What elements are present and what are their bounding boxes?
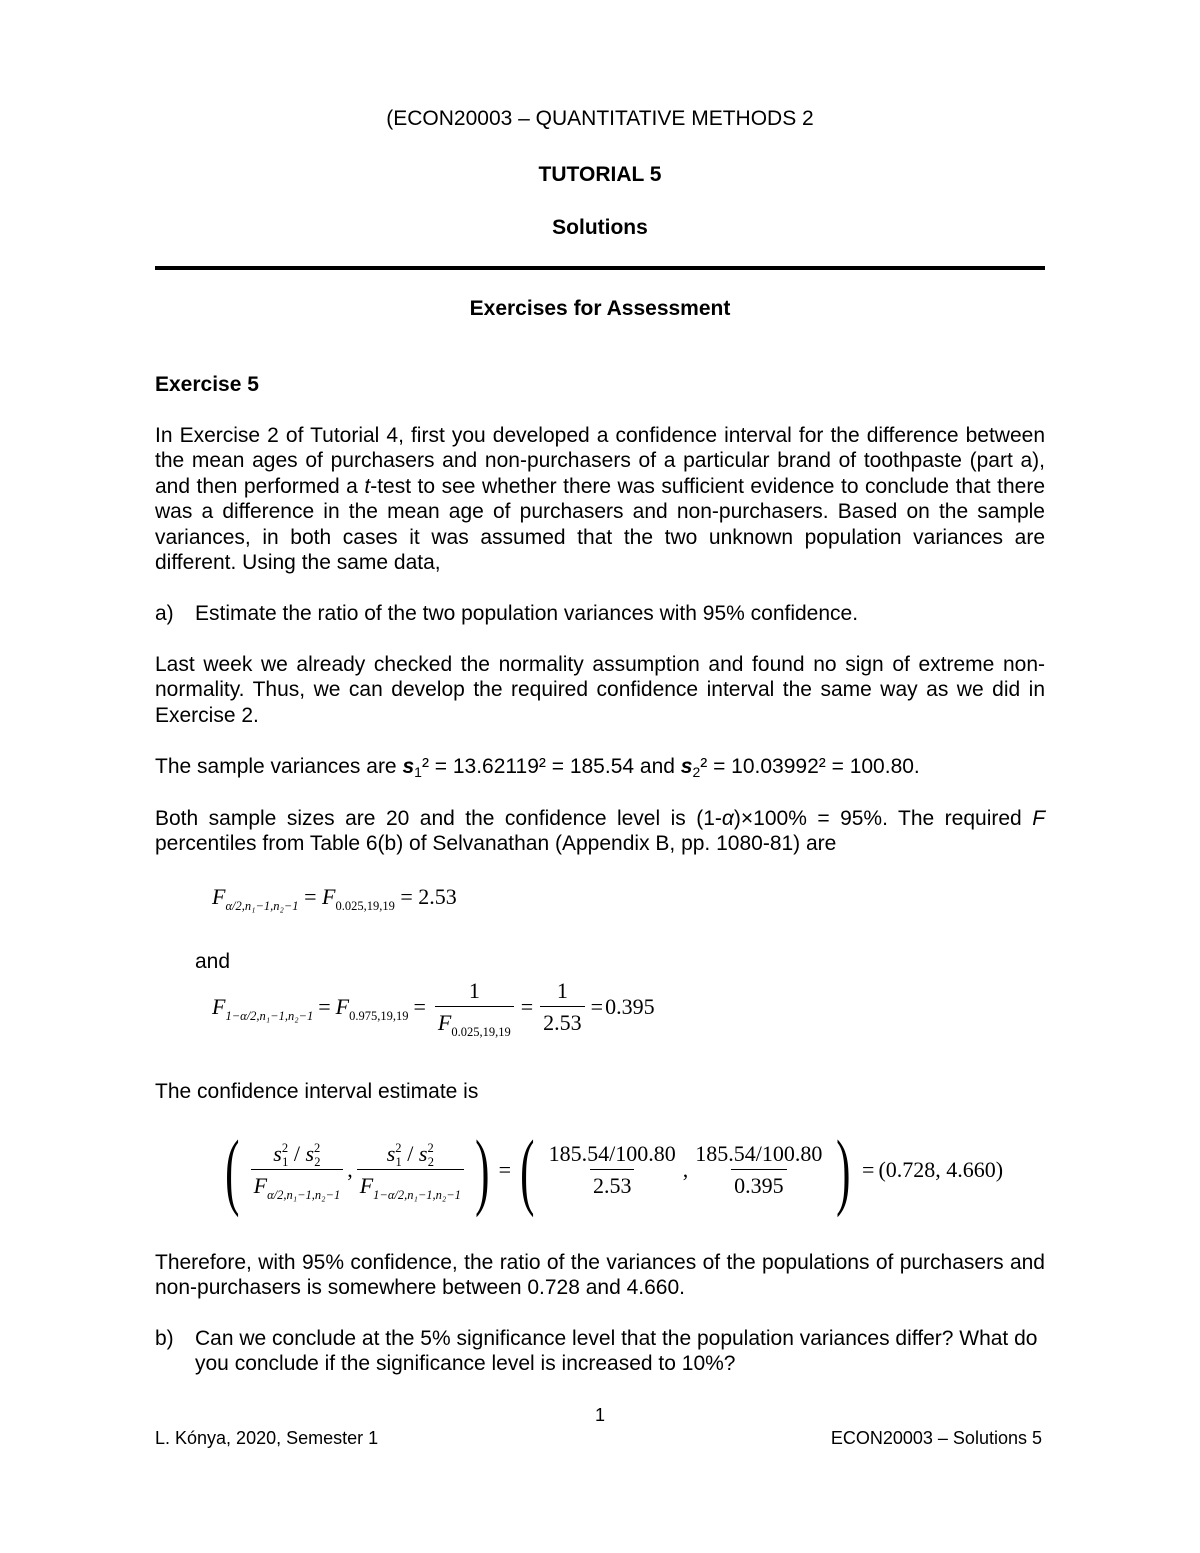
eq2-value: 0.395 bbox=[605, 994, 655, 1019]
section-title: Exercises for Assessment bbox=[469, 297, 731, 320]
eq2-mid-f: F bbox=[335, 994, 350, 1019]
s1-value: ² = 13.62119² = 185.54 and bbox=[421, 755, 681, 778]
intro-text-2: -test to see whether there was sufficient evidence to conclude that there was a difference in the mean age of purchasers and non-purchasers. Based on the sample variances, in both cases it was assumed that the two unknown population variances are different. Using the same data, bbox=[155, 474, 1045, 575]
eq3-f1-s2: s bbox=[305, 1141, 315, 1166]
alpha-symbol: α bbox=[721, 807, 734, 830]
eq3-f2-s1-sup: 2 bbox=[395, 1141, 402, 1155]
eq1-lhs-sub: α/2,n₁−1,n₂−1 bbox=[225, 899, 299, 913]
conclusion-paragraph: Therefore, with 95% confidence, the ratio of the variances of the populations of purchasers and non-purchasers is somewhere between 0.728 and 4.660. bbox=[155, 1251, 1045, 1300]
intro-text-1: In Exercise 2 of Tutorial 4, first you developed a confidence interval for the difference between the mean ages of purchasers and non-purchasers of a particular brand of toothpaste (part a), and then performed a bbox=[155, 424, 1045, 498]
sample-text-2: )×100% = 95%. The required bbox=[733, 807, 1033, 830]
eq3-f1-den-f: F bbox=[253, 1173, 268, 1198]
eq3-equals-2: = bbox=[862, 1157, 875, 1182]
eq2-equals-3: = bbox=[520, 994, 534, 1019]
and-word: and bbox=[195, 950, 231, 973]
intro-t-italic: t bbox=[364, 474, 371, 498]
eq1-lhs-f: F bbox=[212, 884, 226, 909]
eq3-result: (0.728, 4.660) bbox=[878, 1157, 1004, 1182]
ci-intro: The confidence interval estimate is bbox=[155, 1080, 479, 1103]
eq1-mid-f: F bbox=[321, 884, 336, 909]
eq2-frac2-den: 2.53 bbox=[540, 1006, 585, 1036]
solutions-subtitle: Solutions bbox=[552, 216, 648, 239]
part-a bbox=[155, 601, 1045, 626]
s2-symbol: s bbox=[680, 755, 693, 778]
eq2-frac1-den-sub: 0.025,19,19 bbox=[451, 1025, 511, 1039]
eq3-f4-num: 185.54/100.80 bbox=[695, 1141, 823, 1166]
variances-sentence bbox=[155, 754, 1045, 781]
eq3-f2-s2-sub: 2 bbox=[427, 1155, 434, 1169]
eq3-f2-s2: s bbox=[418, 1141, 428, 1166]
horizontal-rule bbox=[155, 266, 1045, 270]
part-a-text: Estimate the ratio of the two population variances with 95% confidence. bbox=[195, 602, 859, 625]
eq2-equals-1: = bbox=[318, 994, 331, 1019]
part-b bbox=[155, 1326, 1045, 1377]
right-paren-1: ) bbox=[475, 1122, 490, 1218]
left-paren-1: ( bbox=[225, 1122, 240, 1218]
equation-2 bbox=[212, 978, 655, 1039]
eq3-fraction-3 bbox=[546, 1141, 679, 1199]
tutorial-title: TUTORIAL 5 bbox=[538, 163, 662, 186]
eq2-frac1-num: 1 bbox=[468, 978, 480, 1003]
eq3-comma-2: , bbox=[682, 1157, 689, 1182]
eq2-frac1-den-f: F bbox=[437, 1010, 452, 1035]
eq3-fraction-2 bbox=[357, 1141, 464, 1202]
eq3-f1-s1-sup: 2 bbox=[281, 1141, 289, 1155]
eq3-f2-den-sub: 1−α/2,n₁−1,n₂−1 bbox=[373, 1188, 461, 1202]
sample-text-3: percentiles from Table 6(b) of Selvanathan (Appendix B, pp. 1080-81) are bbox=[155, 832, 837, 856]
sample-text-1: Both sample sizes are 20 and the confidence level is (1- bbox=[155, 807, 722, 830]
eq2-frac2-num: 1 bbox=[556, 978, 568, 1003]
eq2-fraction-1 bbox=[435, 978, 514, 1039]
eq3-comma-1: , bbox=[347, 1157, 353, 1182]
f-symbol: F bbox=[1032, 807, 1046, 830]
eq3-f2-den-f: F bbox=[359, 1173, 374, 1198]
intro-paragraph bbox=[155, 423, 1045, 575]
eq3-equals-1: = bbox=[498, 1157, 511, 1182]
right-paren-2: ) bbox=[836, 1122, 851, 1218]
eq3-f1-den-sub: α/2,n₁−1,n₂−1 bbox=[267, 1188, 341, 1202]
s1-sub: 1 bbox=[414, 764, 422, 780]
exercise-title: Exercise 5 bbox=[155, 373, 259, 396]
sample-sizes-paragraph bbox=[155, 806, 1045, 857]
s2-sub: 2 bbox=[692, 764, 701, 780]
equation-1 bbox=[212, 884, 457, 913]
equation-3 bbox=[218, 1122, 1004, 1218]
part-a-label: a) bbox=[155, 602, 174, 625]
normality-paragraph: Last week we already checked the normality assumption and found no sign of extreme non-normality. Thus, we can develop the required confidence interval the same way as we did in Exercise 2. bbox=[155, 653, 1045, 727]
eq2-mid-sub: 0.975,19,19 bbox=[349, 1009, 409, 1023]
part-b-label: b) bbox=[155, 1327, 174, 1350]
page-number: 1 bbox=[594, 1405, 605, 1425]
eq3-f1-s2-sup: 2 bbox=[314, 1141, 321, 1155]
left-paren-2: ( bbox=[520, 1122, 535, 1218]
eq2-lhs-f: F bbox=[212, 994, 226, 1019]
eq3-f1-slash: / bbox=[293, 1141, 300, 1166]
eq2-fraction-2 bbox=[540, 978, 585, 1036]
s1-symbol: s bbox=[402, 755, 415, 778]
eq1-mid-sub: 0.025,19,19 bbox=[335, 899, 395, 913]
eq1-equals-1: = bbox=[304, 884, 317, 909]
eq3-f1-s1-sub: 1 bbox=[282, 1155, 289, 1169]
part-b-text: Can we conclude at the 5% significance level that the population variances differ? What do you conclude if the significance level is increased to 10%? bbox=[195, 1327, 1038, 1376]
eq3-f2-s1: s bbox=[386, 1141, 396, 1166]
footer-author: L. Kónya, 2020, Semester 1 bbox=[155, 1428, 379, 1448]
eq3-f1-s1: s bbox=[273, 1141, 282, 1166]
eq1-value: 2.53 bbox=[418, 884, 457, 909]
eq3-f2-s1-sub: 1 bbox=[395, 1155, 402, 1169]
eq2-equals-2: = bbox=[413, 994, 426, 1019]
eq3-f2-slash: / bbox=[407, 1141, 414, 1166]
s2-value: ² = 10.03992² = 100.80. bbox=[700, 755, 920, 778]
eq3-f4-den: 0.395 bbox=[731, 1169, 787, 1199]
eq3-f1-s2-sub: 2 bbox=[314, 1155, 321, 1169]
footer-doc-ref: ECON20003 – Solutions 5 bbox=[830, 1428, 1042, 1448]
eq3-fraction-1 bbox=[251, 1141, 344, 1202]
variances-prefix: The sample variances are bbox=[155, 755, 403, 778]
eq3-f2-s2-sup: 2 bbox=[427, 1141, 434, 1155]
course-title: (ECON20003 – QUANTITATIVE METHODS 2 bbox=[386, 107, 814, 130]
eq1-equals-2: = bbox=[400, 884, 413, 909]
eq2-equals-4: = bbox=[590, 994, 604, 1019]
eq2-lhs-sub: 1−α/2,n₁−1,n₂−1 bbox=[225, 1009, 314, 1023]
eq3-f3-num: 185.54/100.80 bbox=[548, 1141, 676, 1166]
eq3-f3-den: 2.53 bbox=[590, 1169, 635, 1199]
eq3-fraction-4 bbox=[692, 1141, 825, 1199]
